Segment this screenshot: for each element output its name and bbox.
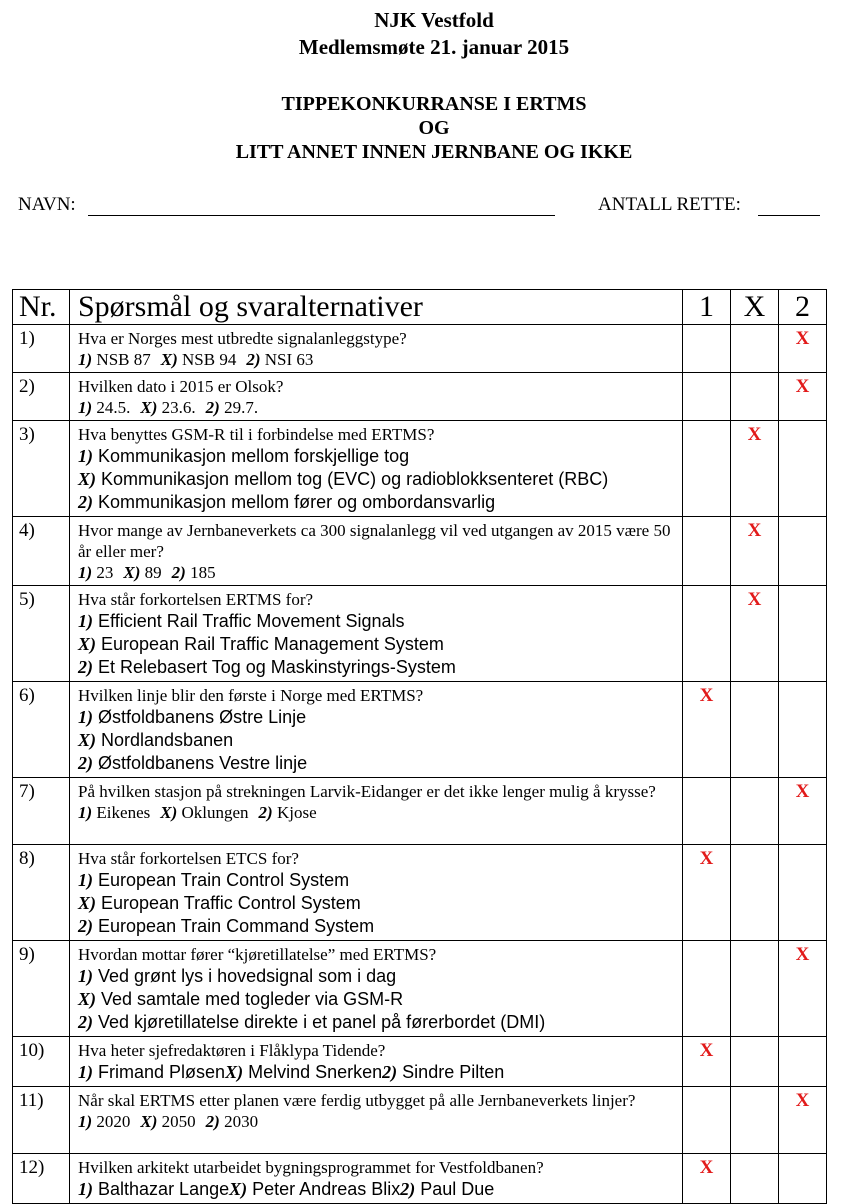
alternative-text: Kommunikasjon mellom forskjellige tog [98,446,410,466]
alternative-key: X) [160,803,178,822]
answer-mark: X [747,520,762,541]
answer-cell-x[interactable] [731,586,779,682]
column-header-nr: Nr. [13,290,70,325]
alternatives-line [78,1111,676,1132]
answer-cell-1[interactable] [683,941,731,1037]
answer-mark: X [747,589,762,610]
alternative [259,803,317,822]
quiz-table [12,289,827,1204]
alternative-text: NSB 94 [182,350,237,369]
alternative-text: 2050 [161,1112,196,1131]
answer-mark: X [699,1040,714,1061]
alternative [78,1179,229,1199]
question-number: 10) [13,1037,70,1087]
alternative-text: Kommunikasjon mellom tog (EVC) og radioblokksenteret (RBC) [101,469,609,489]
alternative [206,1112,258,1131]
alternative-line [78,729,676,752]
question-cell [70,845,683,941]
answer-mark: X [795,376,810,397]
question-number: 2) [13,373,70,421]
table-row [13,421,827,517]
alternative-line [78,965,676,988]
table-row [13,682,827,778]
alternative-text: Ved grønt lys i hovedsignal som i dag [98,966,397,986]
answer-mark: X [795,328,810,349]
question-text: Hva står forkortelsen ETCS for? [78,849,299,868]
question-cell [70,517,683,586]
question-text: Hva heter sjefredaktøren i Flåklypa Tidende? [78,1041,386,1060]
answer-cell-x[interactable] [731,778,779,845]
alternative-key: 1) [78,966,93,986]
alternative-line [78,706,676,729]
answer-cell-1[interactable] [683,421,731,517]
question-number: 9) [13,941,70,1037]
alternative-text: Paul Due [420,1179,495,1199]
alternative [229,1179,400,1199]
alternative-text: Nordlandsbanen [101,730,234,750]
question-number: 5) [13,586,70,682]
alternative-text: 185 [190,563,216,582]
answer-mark: X [795,1090,810,1111]
alternative-line [78,633,676,656]
table-row [13,517,827,586]
alternative-key: 1) [78,398,93,417]
answer-cell-2[interactable] [779,421,827,517]
quiz-title-line: OG [418,117,450,139]
question-number: 8) [13,845,70,941]
table-row [13,1154,827,1204]
question-text: Hva står forkortelsen ERTMS for? [78,590,314,609]
alternative-text: European Rail Traffic Management System [101,634,444,654]
alternative [225,1062,382,1082]
alternative-key: 1) [78,1062,93,1082]
alternative-text: European Train Control System [98,870,350,890]
alternative-key: 1) [78,563,93,582]
question-cell [70,421,683,517]
alternative-key: X) [229,1179,248,1199]
alternative-key: X) [78,893,96,913]
alternative-text: Østfoldbanens Østre Linje [98,707,307,727]
question-text: Hvilken arkitekt utarbeidet bygningsprogrammet for Vestfoldbanen? [78,1158,544,1177]
answer-cell-x[interactable] [731,1037,779,1087]
question-text: Hvilken linje blir den første i Norge med ERTMS? [78,686,424,705]
alternative [78,563,113,582]
answer-cell-x[interactable] [731,325,779,373]
answer-cell-x[interactable] [731,1154,779,1204]
answer-mark: X [795,944,810,965]
alternative-key: 1) [78,803,93,822]
answer-cell-1[interactable] [683,517,731,586]
table-row [13,845,827,941]
alternative-text: Balthazar Lange [98,1179,230,1199]
column-header-x: X [731,290,779,325]
question-text: Hvor mange av Jernbaneverkets ca 300 signalanlegg vil ved utgangen av 2015 være 50 år eller mer? [78,521,671,561]
alternative [382,1062,504,1082]
table-row [13,941,827,1037]
question-number: 6) [13,682,70,778]
alternatives-line [78,1178,676,1201]
alternative-key: 2) [78,1012,93,1032]
alternative-line [78,1011,676,1034]
alternative-key: X) [78,730,96,750]
answer-cell-x[interactable] [731,517,779,586]
answer-cell-1[interactable] [683,586,731,682]
alternative-key: 1) [78,446,93,466]
alternative-key: X) [160,350,178,369]
table-row [13,1037,827,1087]
alternative-line [78,752,676,775]
answer-cell-2[interactable] [779,682,827,778]
alternatives-line [78,349,676,370]
alternative [78,803,150,822]
answer-cell-2[interactable] [779,586,827,682]
quiz-title-line: TIPPEKONKURRANSE I ERTMS [281,93,587,115]
answer-cell-2[interactable] [779,845,827,941]
question-number: 4) [13,517,70,586]
alternative-text: Melvind Snerken [248,1062,383,1082]
answer-cell-1[interactable] [683,373,731,421]
question-cell [70,1037,683,1087]
alternative-key: 2) [258,803,273,822]
question-cell [70,682,683,778]
table-row [13,373,827,421]
alternative-text: 89 [144,563,162,582]
alternative-text: Efficient Rail Traffic Movement Signals [98,611,405,631]
quiz-title [0,92,868,164]
alternative-key: 2) [246,350,261,369]
alternative-text: 2020 [96,1112,131,1131]
question-number: 12) [13,1154,70,1204]
alternative-key: 1) [78,707,93,727]
table-row [13,325,827,373]
answer-cell-x[interactable] [731,373,779,421]
alternative-key: 1) [78,1179,93,1199]
question-cell [70,778,683,845]
alternative-line [78,610,676,633]
alternative-key: X) [140,398,158,417]
table-row [13,586,827,682]
table-row [13,778,827,845]
alternative-line [78,445,676,468]
alternative-key: X) [140,1112,158,1131]
alternative-text: European Train Command System [98,916,375,936]
alternative-line [78,869,676,892]
quiz-title-line: LITT ANNET INNEN JERNBANE OG IKKE [235,141,633,163]
question-number: 1) [13,325,70,373]
alternative [140,398,195,417]
alternative-text: Oklungen [181,803,249,822]
answer-cell-1[interactable] [683,778,731,845]
question-text: På hvilken stasjon på strekningen Larvik-Eidanger er det ikke lenger mulig å krysse? [78,782,656,801]
score-blank-line[interactable] [758,215,820,216]
column-header-2: 2 [779,290,827,325]
alternative-key: 1) [78,870,93,890]
alternative [78,1062,225,1082]
answer-cell-2[interactable] [779,373,827,421]
answer-cell-2[interactable] [779,778,827,845]
answer-mark: X [747,424,762,445]
alternative [246,350,313,369]
question-cell [70,373,683,421]
question-text: Hvordan mottar fører “kjøretillatelse” med ERTMS? [78,945,437,964]
question-number: 3) [13,421,70,517]
answer-cell-2[interactable] [779,941,827,1037]
answer-cell-x[interactable] [731,845,779,941]
name-label: NAVN: [18,194,76,215]
column-header-1: 1 [683,290,731,325]
alternatives-line [78,562,676,583]
answer-cell-1[interactable] [683,325,731,373]
alternative-key: 1) [78,611,93,631]
answer-cell-x[interactable] [731,1087,779,1154]
answer-cell-x[interactable] [731,682,779,778]
alternative-text: 2030 [224,1112,259,1131]
answer-mark: X [699,685,714,706]
answer-cell-1[interactable] [683,682,731,778]
question-cell [70,1154,683,1204]
alternative-key: X) [225,1062,244,1082]
question-number: 7) [13,778,70,845]
answer-cell-x[interactable] [731,421,779,517]
alternative-key: 2) [382,1062,398,1082]
answer-mark: X [699,1157,714,1178]
answer-cell-1[interactable] [683,1087,731,1154]
alternative-text: Kjose [276,803,317,822]
alternative-text: 23 [96,563,114,582]
alternative-key: 2) [205,398,220,417]
alternative [160,803,248,822]
alternative-text: Ved kjøretillatelse direkte i et panel på førerbordet (DMI) [98,1012,546,1032]
answer-cell-1[interactable] [683,1037,731,1087]
alternative-text: Et Relebasert Tog og Maskinstyrings-System [98,657,456,677]
alternative-text: NSI 63 [264,350,314,369]
question-text: Hva benyttes GSM-R til i forbindelse med ERTMS? [78,425,435,444]
alternative-text: 24.5. [96,398,131,417]
alternative-text: Sindre Pilten [402,1062,505,1082]
alternative-text: Frimand Pløsen [98,1062,226,1082]
alternative [78,1112,130,1131]
alternative [140,1112,195,1131]
question-cell [70,586,683,682]
alternatives-line [78,1061,676,1084]
alternative-key: X) [78,989,96,1009]
alternative-key: 2) [400,1179,416,1199]
name-blank-line[interactable] [88,215,555,216]
answer-cell-2[interactable] [779,1037,827,1087]
answer-cell-2[interactable] [779,325,827,373]
alternative-key: 1) [78,1112,93,1131]
alternatives-line [78,397,676,418]
score-label: ANTALL RETTE: [598,194,741,215]
question-cell [70,941,683,1037]
table-row [13,1087,827,1154]
meeting-title: Medlemsmøte 21. januar 2015 [298,35,570,59]
alternative [123,563,161,582]
question-text: Hva er Norges mest utbredte signalanleggstype? [78,329,407,348]
alternatives-line [78,802,676,823]
alternative-text: Østfoldbanens Vestre linje [98,753,308,773]
alternative-line [78,988,676,1011]
answer-cell-1[interactable] [683,845,731,941]
question-text: Når skal ERTMS etter planen være ferdig utbygget på alle Jernbaneverkets linjer? [78,1091,636,1110]
alternative-line [78,915,676,938]
alternative-text: Kommunikasjon mellom fører og ombordansvarlig [98,492,496,512]
alternative-key: X) [78,634,96,654]
alternative-key: 2) [171,563,186,582]
alternative-text: Eikenes [96,803,151,822]
alternative [206,398,258,417]
org-name: NJK Vestfold [374,8,494,32]
question-cell [70,325,683,373]
answer-mark: X [699,848,714,869]
quiz-table-body [13,325,827,1204]
alternative [172,563,216,582]
alternative-key: X) [123,563,141,582]
alternative-line [78,892,676,915]
answer-cell-1[interactable] [683,1154,731,1204]
alternative-key: 1) [78,350,93,369]
answer-cell-2[interactable] [779,1087,827,1154]
alternative-key: 2) [78,657,93,677]
alternative [400,1179,494,1199]
alternative-text: 29.7. [224,398,259,417]
question-cell [70,1087,683,1154]
alternative-text: NSB 87 [96,350,151,369]
answer-cell-2[interactable] [779,517,827,586]
question-number: 11) [13,1087,70,1154]
alternative-key: 2) [78,753,93,773]
alternative-key: 2) [78,492,93,512]
alternative-text: European Traffic Control System [101,893,361,913]
alternative-line [78,491,676,514]
alternative-text: Peter Andreas Blix [252,1179,401,1199]
alternative-text: Ved samtale med togleder via GSM-R [101,989,404,1009]
alternative-key: 2) [78,916,93,936]
alternative-line [78,468,676,491]
alternative [78,398,130,417]
name-row [18,194,822,220]
alternative-key: 2) [205,1112,220,1131]
alternative-key: X) [78,469,96,489]
alternative-line [78,656,676,679]
question-text: Hvilken dato i 2015 er Olsok? [78,377,284,396]
alternative [78,350,151,369]
answer-cell-2[interactable] [779,1154,827,1204]
alternative-text: 23.6. [161,398,196,417]
alternative [161,350,237,369]
answer-cell-x[interactable] [731,941,779,1037]
column-header-question: Spørsmål og svaralternativer [70,290,683,325]
answer-mark: X [795,781,810,802]
table-header-row [13,290,827,325]
